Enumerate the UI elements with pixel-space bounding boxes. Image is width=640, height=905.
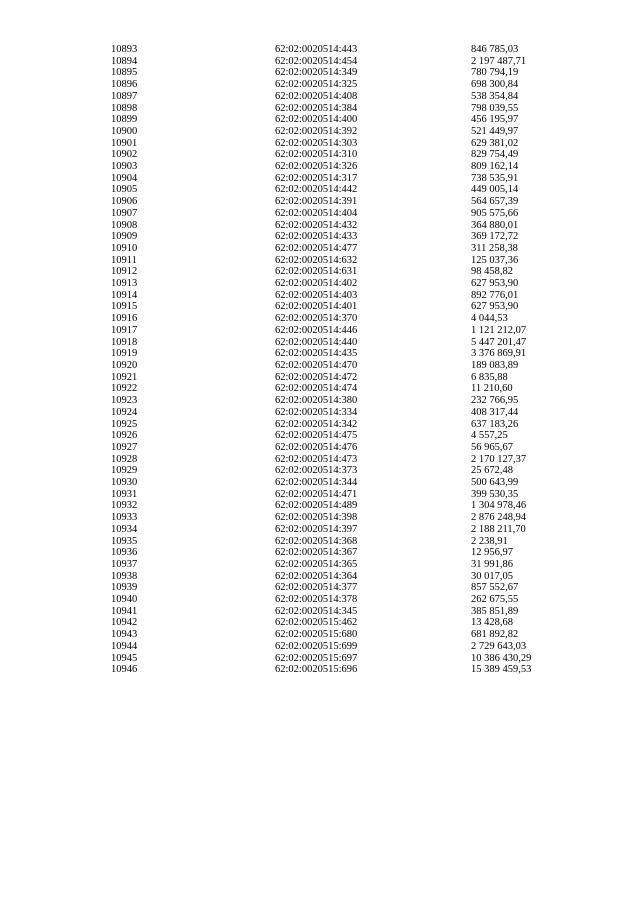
cadastral-value: 98 458,82 [471,266,513,278]
table-row [111,617,581,629]
cadastral-value-table [111,44,581,676]
table-row [111,67,581,79]
table-row [111,629,581,641]
table-row [111,231,581,243]
cadastral-value: 798 039,55 [471,102,519,114]
table-body [111,44,581,676]
table-row [111,664,581,676]
table-row [111,395,581,407]
cadastral-value: 30 017,05 [471,570,513,582]
cadastral-number: 62:02:0020514:435 [275,348,358,360]
table-row [111,290,581,302]
cadastral-number: 62:02:0020514:404 [275,207,358,219]
cadastral-value: 189 083,89 [471,359,519,371]
cadastral-value: 2 729 643,03 [471,640,527,652]
table-row [111,442,581,454]
table-row [111,114,581,126]
cadastral-number: 62:02:0020514:402 [275,278,358,290]
cadastral-number: 62:02:0020515:696 [275,664,358,676]
table-row [111,337,581,349]
cadastral-value: 857 552,67 [471,582,519,594]
cadastral-value: 2 876 248,94 [471,512,527,524]
row-number: 10931 [111,488,138,500]
cadastral-number: 62:02:0020514:365 [275,558,358,570]
row-number: 10934 [111,523,138,535]
row-number: 10944 [111,640,138,652]
table-row [111,465,581,477]
row-number: 10897 [111,90,138,102]
row-number: 10940 [111,594,138,606]
row-number: 10902 [111,149,138,161]
cadastral-value: 2 238,91 [471,535,508,547]
row-number: 10917 [111,324,138,336]
row-number: 10924 [111,406,138,418]
cadastral-number: 62:02:0020514:325 [275,79,358,91]
cadastral-value: 698 300,84 [471,79,519,91]
cadastral-value: 627 953,90 [471,301,519,313]
cadastral-value: 627 953,90 [471,278,519,290]
cadastral-value: 31 991,86 [471,558,513,570]
cadastral-number: 62:02:0020514:392 [275,125,358,137]
table-row [111,266,581,278]
row-number: 10939 [111,582,138,594]
table-row [111,383,581,395]
row-number: 10898 [111,102,138,114]
row-number: 10941 [111,605,138,617]
row-number: 10903 [111,161,138,173]
row-number: 10943 [111,629,138,641]
cadastral-value: 385 851,89 [471,605,519,617]
row-number: 10938 [111,570,138,582]
table-row [111,220,581,232]
cadastral-number: 62:02:0020514:400 [275,114,358,126]
table-row [111,454,581,466]
cadastral-number: 62:02:0020515:462 [275,617,358,629]
row-number: 10937 [111,558,138,570]
table-row [111,571,581,583]
row-number: 10920 [111,359,138,371]
cadastral-number: 62:02:0020514:373 [275,465,358,477]
table-row [111,582,581,594]
cadastral-number: 62:02:0020514:433 [275,231,358,243]
row-number: 10932 [111,500,138,512]
table-row [111,372,581,384]
row-number: 10945 [111,652,138,664]
cadastral-number: 62:02:0020514:408 [275,90,358,102]
cadastral-value: 10 386 430,29 [471,652,532,664]
cadastral-value: 15 389 459,53 [471,664,532,676]
table-row [111,301,581,313]
row-number: 10933 [111,512,138,524]
table-row [111,149,581,161]
cadastral-number: 62:02:0020514:473 [275,453,358,465]
table-row [111,360,581,372]
row-number: 10919 [111,348,138,360]
cadastral-number: 62:02:0020515:680 [275,629,358,641]
cadastral-number: 62:02:0020514:401 [275,301,358,313]
row-number: 10927 [111,441,138,453]
cadastral-value: 4 044,53 [471,313,508,325]
table-row [111,606,581,618]
cadastral-number: 62:02:0020514:377 [275,582,358,594]
row-number: 10894 [111,55,138,67]
row-number: 10922 [111,383,138,395]
table-row [111,103,581,115]
cadastral-value: 2 170 127,37 [471,453,527,465]
cadastral-value: 521 449,97 [471,125,519,137]
cadastral-value: 25 672,48 [471,465,513,477]
cadastral-value: 456 195,97 [471,114,519,126]
table-row [111,138,581,150]
cadastral-value: 2 188 211,70 [471,523,526,535]
table-row [111,524,581,536]
cadastral-number: 62:02:0020514:474 [275,383,358,395]
cadastral-value: 56 965,67 [471,441,513,453]
table-row [111,173,581,185]
cadastral-number: 62:02:0020514:345 [275,605,358,617]
row-number: 10901 [111,137,138,149]
table-row [111,477,581,489]
table-row [111,594,581,606]
cadastral-number: 62:02:0020514:476 [275,441,358,453]
row-number: 10907 [111,207,138,219]
cadastral-value: 13 428,68 [471,617,513,629]
cadastral-value: 1 304 978,46 [471,500,527,512]
cadastral-value: 262 675,55 [471,594,519,606]
row-number: 10936 [111,547,138,559]
table-row [111,91,581,103]
table-row [111,407,581,419]
cadastral-value: 125 037,36 [471,254,519,266]
table-row [111,56,581,68]
table-row [111,44,581,56]
row-number: 10925 [111,418,138,430]
row-number: 10899 [111,114,138,126]
cadastral-value: 12 956,97 [471,547,513,559]
cadastral-value: 829 754,49 [471,149,519,161]
table-row [111,325,581,337]
cadastral-number: 62:02:0020514:471 [275,488,358,500]
cadastral-number: 62:02:0020514:364 [275,570,358,582]
cadastral-number: 62:02:0020514:344 [275,477,358,489]
table-row [111,243,581,255]
row-number: 10896 [111,79,138,91]
row-number: 10911 [111,254,137,266]
cadastral-number: 62:02:0020514:317 [275,172,358,184]
cadastral-number: 62:02:0020514:632 [275,254,358,266]
table-row [111,500,581,512]
table-row [111,278,581,290]
cadastral-value: 1 121 212,07 [471,324,527,336]
cadastral-number: 62:02:0020514:303 [275,137,358,149]
row-number: 10918 [111,336,138,348]
cadastral-number: 62:02:0020514:398 [275,512,358,524]
cadastral-value: 538 354,84 [471,90,519,102]
table-row [111,184,581,196]
table-row [111,348,581,360]
row-number: 10900 [111,125,138,137]
row-number: 10946 [111,664,138,676]
cadastral-number: 62:02:0020514:384 [275,102,358,114]
row-number: 10906 [111,196,138,208]
cadastral-number: 62:02:0020514:477 [275,242,358,254]
row-number: 10914 [111,289,138,301]
cadastral-number: 62:02:0020514:470 [275,359,358,371]
table-row [111,559,581,571]
cadastral-value: 369 172,72 [471,231,519,243]
cadastral-number: 62:02:0020514:378 [275,594,358,606]
cadastral-value: 311 258,38 [471,242,518,254]
cadastral-number: 62:02:0020514:391 [275,196,358,208]
row-number: 10916 [111,313,138,325]
table-row [111,653,581,665]
cadastral-number: 62:02:0020514:443 [275,44,358,55]
row-number: 10926 [111,430,138,442]
cadastral-value: 892 776,01 [471,289,519,301]
cadastral-value: 4 557,25 [471,430,508,442]
row-number: 10930 [111,477,138,489]
row-number: 10942 [111,617,138,629]
cadastral-value: 408 317,44 [471,406,519,418]
cadastral-value: 629 381,02 [471,137,519,149]
cadastral-number: 62:02:0020514:349 [275,67,358,79]
row-number: 10913 [111,278,138,290]
row-number: 10928 [111,453,138,465]
row-number: 10915 [111,301,138,313]
cadastral-number: 62:02:0020514:367 [275,547,358,559]
cadastral-value: 399 530,35 [471,488,519,500]
cadastral-value: 11 210,60 [471,383,513,395]
cadastral-value: 449 005,14 [471,184,519,196]
cadastral-number: 62:02:0020514:326 [275,161,358,173]
cadastral-value: 3 376 869,91 [471,348,527,360]
table-row [111,430,581,442]
cadastral-number: 62:02:0020514:334 [275,406,358,418]
table-row [111,419,581,431]
cadastral-number: 62:02:0020514:368 [275,535,358,547]
cadastral-number: 62:02:0020514:442 [275,184,358,196]
cadastral-number: 62:02:0020514:397 [275,523,358,535]
row-number: 10929 [111,465,138,477]
cadastral-value: 780 794,19 [471,67,519,79]
table-row [111,536,581,548]
cadastral-value: 846 785,03 [471,44,519,55]
cadastral-value: 6 835,88 [471,371,508,383]
cadastral-number: 62:02:0020514:403 [275,289,358,301]
table-row [111,208,581,220]
cadastral-value: 2 197 487,71 [471,55,527,67]
cadastral-number: 62:02:0020515:699 [275,640,358,652]
cadastral-number: 62:02:0020514:489 [275,500,358,512]
cadastral-value: 364 880,01 [471,219,519,231]
row-number: 10909 [111,231,138,243]
cadastral-value: 738 535,91 [471,172,519,184]
row-number: 10921 [111,371,138,383]
row-number: 10893 [111,44,138,55]
cadastral-value: 5 447 201,47 [471,336,527,348]
table-row [111,313,581,325]
table-row [111,196,581,208]
cadastral-value: 637 183,26 [471,418,519,430]
table-row [111,79,581,91]
table-row [111,161,581,173]
cadastral-number: 62:02:0020514:475 [275,430,358,442]
cadastral-number: 62:02:0020514:454 [275,55,358,67]
table-row [111,489,581,501]
row-number: 10908 [111,219,138,231]
row-number: 10935 [111,535,138,547]
cadastral-number: 62:02:0020514:380 [275,395,358,407]
cadastral-value: 681 892,82 [471,629,519,641]
table-row [111,641,581,653]
cadastral-value: 564 657,39 [471,196,519,208]
table-row [111,512,581,524]
row-number: 10910 [111,242,138,254]
row-number: 10904 [111,172,138,184]
cadastral-number: 62:02:0020514:370 [275,313,358,325]
cadastral-value: 500 643,99 [471,477,519,489]
row-number: 10912 [111,266,138,278]
row-number: 10895 [111,67,138,79]
cadastral-number: 62:02:0020514:432 [275,219,358,231]
cadastral-number: 62:02:0020514:631 [275,266,358,278]
cadastral-number: 62:02:0020515:697 [275,652,358,664]
cadastral-number: 62:02:0020514:472 [275,371,358,383]
row-number: 10905 [111,184,138,196]
table-row [111,547,581,559]
cadastral-number: 62:02:0020514:446 [275,324,358,336]
table-row [111,255,581,267]
table-row [111,126,581,138]
cadastral-value: 809 162,14 [471,161,519,173]
cadastral-number: 62:02:0020514:342 [275,418,358,430]
cadastral-value: 232 766,95 [471,395,519,407]
row-number: 10923 [111,395,138,407]
cadastral-value: 905 575,66 [471,207,519,219]
cadastral-number: 62:02:0020514:440 [275,336,358,348]
cadastral-number: 62:02:0020514:310 [275,149,358,161]
